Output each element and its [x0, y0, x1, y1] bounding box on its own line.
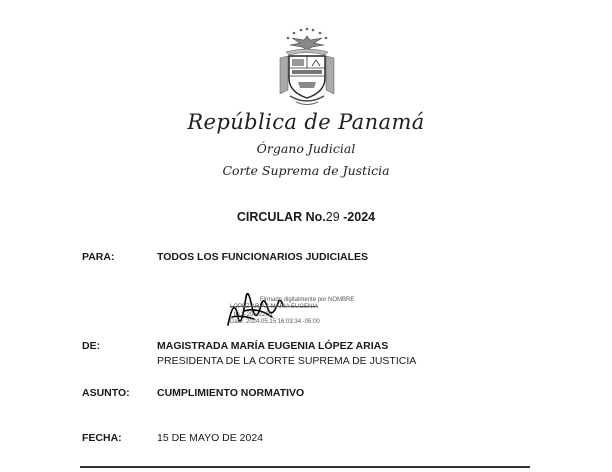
circular-title: [0, 210, 612, 224]
de-label: DE:: [82, 340, 101, 352]
judicial-organ: Órgano Judicial: [256, 141, 356, 156]
circular-year: -2024: [339, 210, 376, 224]
de-title: PRESIDENTA DE LA CORTE SUPREMA DE JUSTICIA: [157, 355, 417, 367]
divider: [80, 466, 530, 468]
signature-line-2: LOPEZ ARIAS MARIA EUGENIA: [230, 304, 319, 310]
signature-date: Date: 2024.05.15 16:03:34 -05:00: [230, 319, 320, 325]
signature-line-1: Firmado digitalmente por NOMBRE: [260, 297, 355, 303]
coat-of-arms-icon: [272, 24, 342, 108]
circular-number: 29: [325, 210, 340, 224]
para-label: PARA:: [82, 251, 115, 263]
de-name: MAGISTRADA MARÍA EUGENIA LÓPEZ ARIAS: [157, 340, 389, 352]
signature-line-3: - ID 8-206-2205: [230, 312, 273, 318]
fecha-value: 15 DE MAYO DE 2024: [157, 432, 264, 444]
para-value: TODOS LOS FUNCIONARIOS JUDICIALES: [157, 251, 368, 263]
circular-prefix: CIRCULAR No.: [236, 210, 326, 224]
republic-name: República de Panamá: [187, 110, 425, 134]
supreme-court: Corte Suprema de Justicia: [222, 163, 390, 178]
asunto-value: CUMPLIMIENTO NORMATIVO: [157, 387, 305, 399]
asunto-label: ASUNTO:: [82, 387, 130, 399]
fecha-label: FECHA:: [82, 432, 122, 444]
